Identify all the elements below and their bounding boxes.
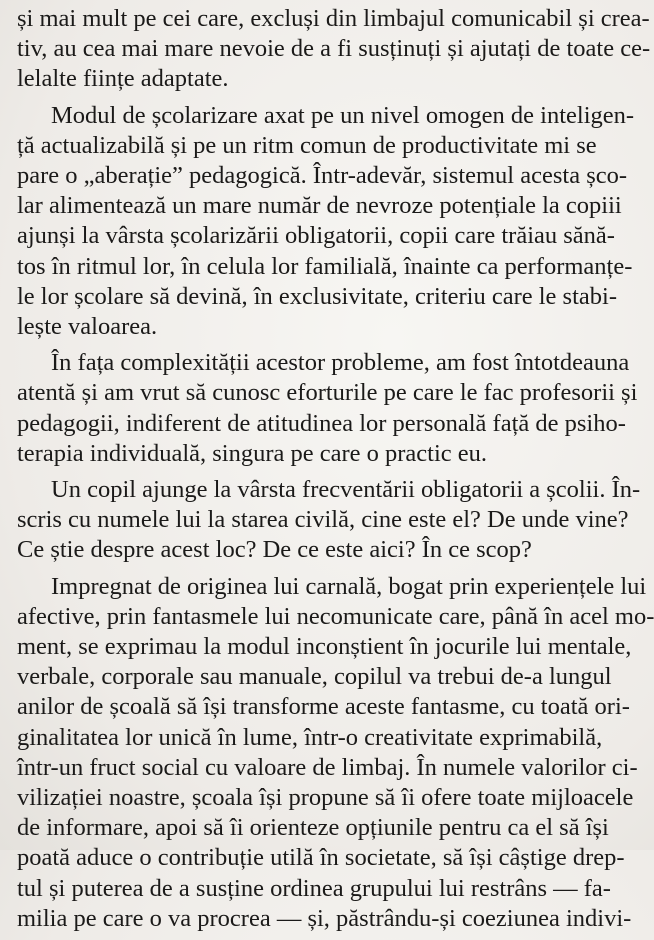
text-line: milia pe care o va procrea — și, păstrându-și coeziunea indivi- [17,904,632,932]
text-line: lar alimentează un mare număr de nevroze potențiale la copiii [17,192,622,220]
text-line: tiv, au cea mai mare nevoie de a fi susținuți și ajutați de toate ce- [17,35,651,63]
text-line: În fața complexității acestor probleme, am fost întotdeauna [51,349,630,377]
text-line: Ce știe despre acest loc? De ce este aici? În ce scop? [17,536,532,564]
text-line: vilizației noastre, școala își propune să îi ofere toate mijloacele [17,784,634,812]
text-line: scris cu numele lui la starea civilă, cine este el? De unde vine? [17,506,629,534]
text-line: Impregnat de originea lui carnală, bogat prin experiențele lui [51,572,647,600]
paragraph-1 [17,4,651,95]
text-line: verbale, corporale sau manuale, copilul va trebui de-a lungul [17,663,612,691]
paragraph-4 [17,475,641,566]
text-line: lelalte ființe adaptate. [17,65,229,93]
text-line: tul și puterea de a susține ordinea grupului lui restrâns — fa- [17,874,611,902]
text-line: le lor școlare să devină, în exclusivitate, criteriu care le stabi- [17,282,617,310]
text-line: într-un fruct social cu valoare de limbaj. În numele valorilor ci- [17,753,638,781]
text-line: și mai mult pe cei care, excluși din limbajul comunicabil și crea- [17,5,650,32]
text-line: de informare, apoi să îi orienteze opțiunile pentru ca el să își [17,814,609,842]
paragraph-5 [17,572,654,934]
text-line: Modul de școlarizare axat pe un nivel omogen de inteligen- [51,101,635,129]
text-line: Un copil ajunge la vârsta frecventării obligatorii a școlii. În- [51,476,641,504]
text-line: poată aduce o contribuție utilă în societate, să își câștige drep- [17,844,625,872]
text-line: pare o „aberație” pedagogică. Într-adevăr, sistemul acesta șco- [17,162,628,190]
text-line: ajunși la vârsta școlarizării obligatorii, copii care trăiau sănă- [17,222,615,250]
text-line: ment, se exprimau la modul inconștient în jocurile lui mentale, [17,633,632,661]
paragraph-2 [17,101,635,343]
text-line: terapia individuală, singura pe care o practic eu. [17,439,488,467]
text-line: anilor de școală să își transforme aceste fantasme, cu toată ori- [17,693,630,721]
text-line: ță actualizabilă și pe un ritm comun de productivitate mi se [17,131,597,159]
text-line: pedagogii, indiferent de atitudinea lor personală față de psiho- [17,409,626,437]
text-line: lește valoarea. [17,313,158,341]
text-line: afective, prin fantasmele lui necomunicate care, până în acel mo- [17,602,654,630]
text-line: ginalitatea lor unică în lume, într-o creativitate exprimabilă, [17,723,603,751]
book-page [17,4,654,940]
text-line: tos în ritmul lor, în celula lor familială, înainte ca performanțe- [17,252,633,280]
paragraph-3 [17,348,638,469]
text-line: atentă și am vrut să cunosc eforturile pe care le fac profesorii și [17,379,638,407]
